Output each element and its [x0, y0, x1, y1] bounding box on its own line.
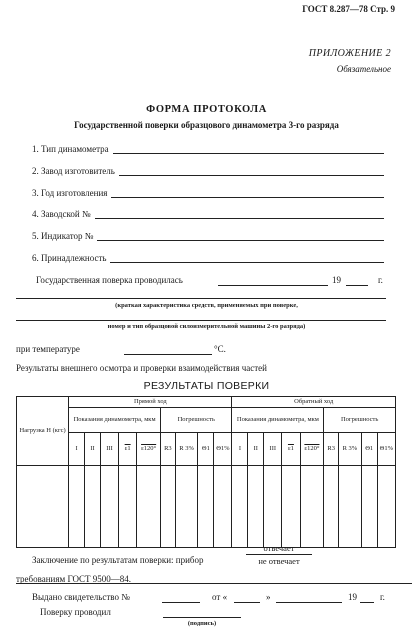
caption-machine: номер и тип образцовой силоизмерительной машины 2-го разряда): [107, 323, 306, 330]
field-manufacture-year: [32, 188, 384, 198]
form-title: ФОРМА ПРОТОКОЛА: [146, 104, 267, 115]
fill-line: [97, 231, 384, 241]
verification-label: Государственная поверка проводилась: [36, 275, 183, 285]
signature-line: [163, 617, 241, 618]
col-r3: R3: [161, 433, 176, 466]
col-e1: ε1: [282, 433, 300, 466]
col-theta1-pct: Θ1%: [214, 433, 232, 466]
col-i: I: [69, 433, 85, 466]
direct-stroke-header: Прямой ход: [69, 397, 232, 408]
table-cell: [248, 466, 264, 548]
certificate-label: Выдано свидетельство №: [32, 592, 130, 602]
field-label: 2. Завод изготовитель: [32, 166, 115, 176]
fill-line: [276, 602, 342, 603]
table-cell: [264, 466, 282, 548]
fill-line: [360, 602, 374, 603]
fill-line: [119, 166, 384, 176]
col-theta1-pct: Θ1%: [377, 433, 395, 466]
col-ii: II: [248, 433, 264, 466]
fill-line: [110, 253, 384, 263]
field-indicator-number: [32, 231, 384, 241]
table-cell: [361, 466, 377, 548]
year-suffix: г.: [378, 275, 383, 285]
caption-means: (краткая характеристика средств, применяемых при поверке,: [115, 302, 298, 309]
table-row: [17, 466, 396, 548]
field-serial-number: [32, 209, 384, 219]
fill-line: [16, 583, 412, 584]
fill-line: [16, 320, 386, 321]
table-cell: [214, 466, 232, 548]
col-r3: R3: [324, 433, 339, 466]
fraction-bar: [246, 554, 312, 555]
col-i: I: [232, 433, 248, 466]
results-table: [16, 396, 396, 548]
field-ownership: [32, 253, 384, 263]
table-cell: [119, 466, 137, 548]
table-cell: [100, 466, 118, 548]
col-iii: III: [264, 433, 282, 466]
col-iii: III: [100, 433, 118, 466]
table-cell: [161, 466, 176, 548]
certificate-g: г.: [380, 592, 385, 602]
temperature-unit: °C.: [214, 344, 226, 354]
fill-line: [218, 285, 328, 286]
col-e120: ε120°: [300, 433, 324, 466]
table-cell: [85, 466, 101, 548]
table-cell: [377, 466, 395, 548]
field-label: 1. Тип динамометра: [32, 144, 109, 154]
error-header: Погрешность: [161, 408, 232, 433]
option-complies: отвечает: [263, 543, 295, 553]
error-header: Погрешность: [324, 408, 396, 433]
fill-line: [111, 188, 384, 198]
appendix-note: Обязательное: [336, 64, 391, 74]
fill-line: [124, 354, 212, 355]
col-theta1: Θ1: [198, 433, 214, 466]
inspection-text: Результаты внешнего осмотра и проверки взаимодействия частей: [16, 363, 267, 373]
field-dynamometer-type: [32, 144, 384, 154]
readings-header: Показания динамометра, мкм: [232, 408, 324, 433]
table-cell: [137, 466, 161, 548]
requirement-text: требованиям ГОСТ 9500—84.: [16, 574, 132, 584]
field-label: 6. Принадлежность: [32, 253, 107, 263]
col-r3-pct: R 3%: [339, 433, 362, 466]
temperature-label: при температуре: [16, 344, 80, 354]
conclusion-options: [246, 543, 312, 566]
fill-line: [346, 285, 368, 286]
table-cell: [198, 466, 214, 548]
table-cell: [300, 466, 324, 548]
page-header: ГОСТ 8.287—78 Стр. 9: [302, 4, 395, 14]
table-cell: [17, 466, 69, 548]
reverse-stroke-header: Обратный ход: [232, 397, 396, 408]
col-e120: ε120°: [137, 433, 161, 466]
col-r3-pct: R 3%: [175, 433, 198, 466]
table-cell: [175, 466, 198, 548]
conclusion-text: Заключение по результатам поверки: прибор: [32, 555, 204, 565]
col-e1: ε1: [119, 433, 137, 466]
table-cell: [339, 466, 362, 548]
certificate-from: от «: [212, 592, 228, 602]
field-label: 4. Заводской №: [32, 209, 91, 219]
field-manufacturer: [32, 166, 384, 176]
appendix-title: ПРИЛОЖЕНИЕ 2: [308, 48, 391, 59]
load-header: Нагрузка Н (кгс): [17, 397, 69, 466]
field-label: 5. Индикатор №: [32, 231, 94, 241]
form-subtitle: Государственной поверки образцового динамометра 3-го разряда: [74, 120, 339, 130]
col-ii: II: [85, 433, 101, 466]
certificate-year: 19: [348, 592, 357, 602]
signature-caption: (подпись): [187, 620, 217, 627]
table-cell: [282, 466, 300, 548]
readings-header: Показания динамометра, мкм: [69, 408, 161, 433]
option-not-complies: не отвечает: [258, 556, 300, 566]
fill-line: [16, 298, 386, 299]
fill-line: [162, 602, 200, 603]
results-title: РЕЗУЛЬТАТЫ ПОВЕРКИ: [143, 380, 270, 392]
field-label: 3. Год изготовления: [32, 188, 108, 198]
table-cell: [232, 466, 248, 548]
table-cell: [324, 466, 339, 548]
table-cell: [69, 466, 85, 548]
col-theta1: Θ1: [361, 433, 377, 466]
conducted-label: Поверку проводил: [40, 607, 111, 617]
fill-line: [113, 144, 384, 154]
certificate-quote: »: [266, 592, 271, 602]
year-prefix: 19: [332, 275, 341, 285]
fill-line: [234, 602, 260, 603]
fill-line: [95, 209, 384, 219]
